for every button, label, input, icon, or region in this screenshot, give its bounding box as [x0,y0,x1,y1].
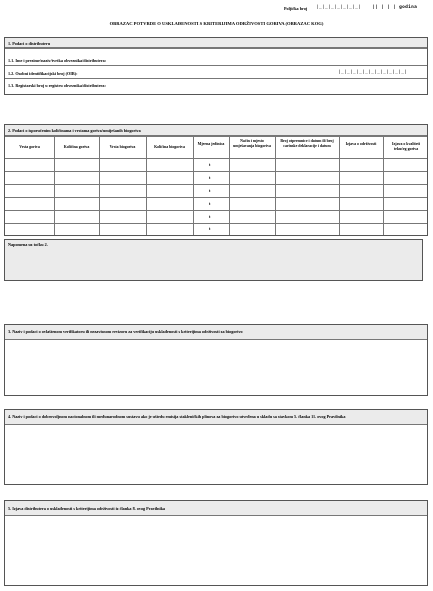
oib-field[interactable]: 1.2. Osobni identifikacijski broj (OIB): [8,71,78,76]
col-delivery-note: Broj otpremnice i datum ili broj carinske deklaracije i datum [280,139,334,148]
reference-number-label: Poljička broj [284,6,308,11]
section-5-statement[interactable] [4,500,428,586]
col-sustainability-statement: Izjava o održivosti [345,142,377,146]
col-quality-statement: Izjava o kvaliteti tekućeg goriva [392,142,420,151]
distributor-name-field[interactable]: 1.1. Ime i prezime/naziv/tvrtka obveznika/distributera: [8,58,107,63]
section-5-heading: 5. Izjava distributera o usklađenosti s kriterijima održivosti iz članka 8. ovog Pravilnika [8,506,166,511]
col-fuel-quantity: Količina goriva [63,145,90,149]
unit-cell: t [209,162,211,167]
registry-number-field[interactable]: 1.3. Registarski broj u registru obveznika/distributera: [8,83,106,88]
note-box[interactable] [4,239,423,281]
section-4-heading: 4. Naziv i podaci o dobrovoljnom nacionalnom ili međunarodnom sustavu ako je uštedu emisija stakleničkih plinova za biogorivo utvrđena u skladu sa stavkom 5. članka 11. ovog Pravilnika [8,414,346,419]
note-label: Napomena uz točku 2. [8,242,48,247]
section-4-voluntary-scheme[interactable] [4,409,428,485]
col-unit: Mjerna jedinica [197,142,225,146]
unit-cell: t [209,188,211,193]
unit-cell: t [209,201,211,206]
reference-number-boxes[interactable]: |_|_|_|_|_|_|_| [316,5,362,10]
section-3-verifier[interactable] [4,324,428,396]
section-2-fuel-table [4,124,428,236]
col-blending-method: Način i mjesto umješavanja biogoriva [233,139,271,148]
section-3-heading: 3. Naziv i podaci o ovlaštenom verifikatoru ili nezavisnom revizoru za verifikaciju usklađenosti s kriterijima održivosti za biogorivo [8,329,243,334]
page-title: OBRAZAC POTVRDE O USKLAĐENOSTI S KRITERIJIMA ODRŽIVOSTI GORIVA (OBRAZAC KOG) [109,21,324,26]
col-fuel-type: Vrsta goriva [19,145,40,149]
col-biofuel-type: Vrsta biogoriva [109,145,136,149]
unit-cell: t [209,175,211,180]
oib-boxes[interactable]: |_|_|_|_|_|_|_|_|_|_|_| [338,70,408,75]
section-1-heading: 1. Podaci o distributeru [8,41,51,46]
unit-cell: t [209,226,211,231]
unit-cell: t [209,214,211,219]
section-2-heading: 2. Podaci o isporučenim količinama i vrstama goriva/umiješanih biogoriva [8,128,141,133]
col-biofuel-quantity: Količina biogoriva [154,145,185,149]
year-boxes[interactable]: || | | | godina [372,5,418,10]
section-1-distributor [4,37,428,95]
